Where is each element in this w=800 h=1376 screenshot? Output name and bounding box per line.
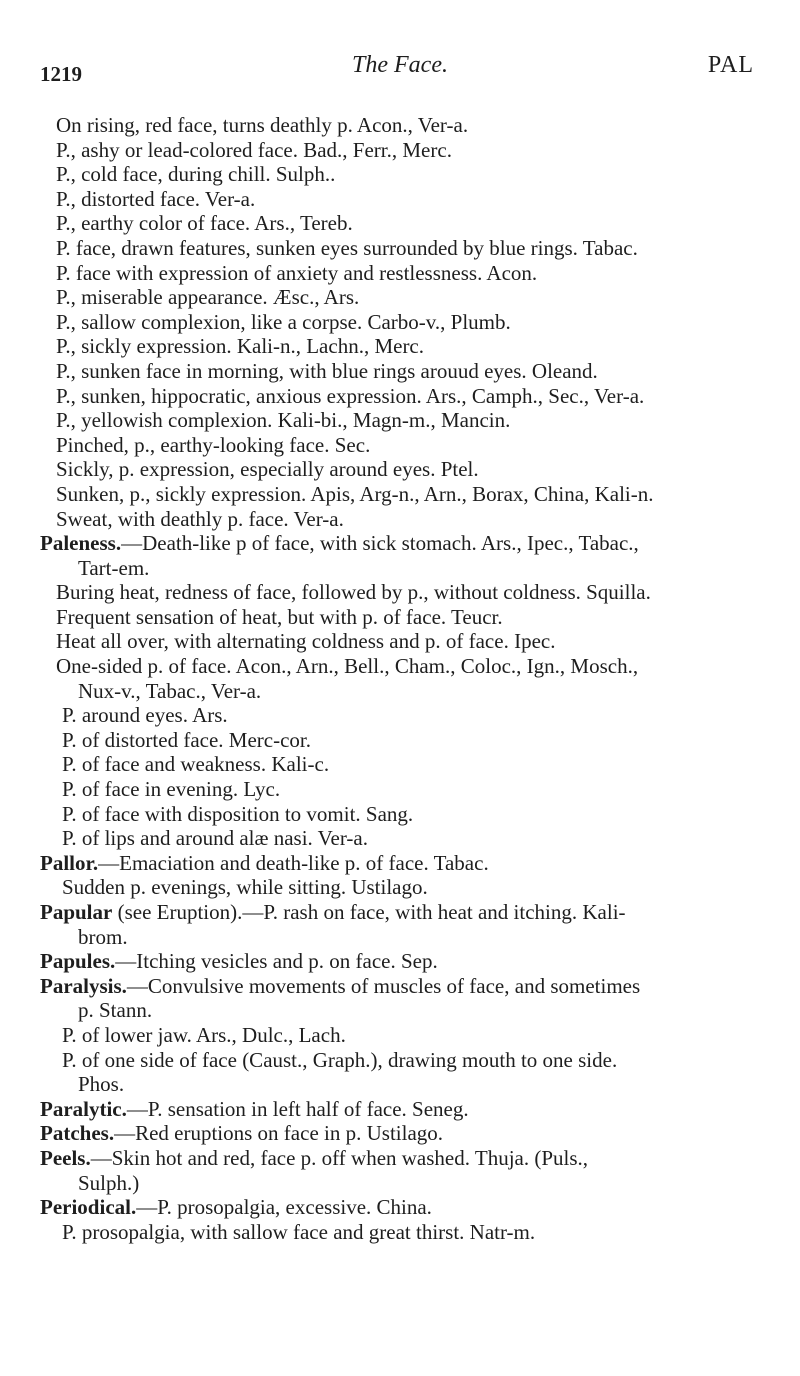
- text-line: [0, 138, 800, 163]
- line-text: —Death-like p of face, with sick stomach. Ars., Ipec., Tabac.,: [121, 531, 639, 556]
- line-text: P., yellowish complexion. Kali-bi., Magn-m., Mancin.: [56, 408, 511, 433]
- line-text: Sunken, p., sickly expression. Apis, Arg-n., Arn., Borax, China, Kali-n.: [56, 481, 654, 506]
- rubric-line: [0, 1195, 800, 1220]
- rubric-line: [0, 1146, 800, 1171]
- rubric-line: [0, 531, 800, 556]
- text-line: [0, 482, 800, 507]
- rubric-line: [0, 1097, 800, 1122]
- line-text: P. of distorted face. Merc-cor.: [62, 727, 311, 752]
- text-line: [0, 875, 800, 900]
- rubric-line: [0, 949, 800, 974]
- rubric-heading: Papules.: [40, 949, 116, 974]
- line-text: P., sickly expression. Kali-n., Lachn., Merc.: [56, 334, 425, 359]
- line-text: Frequent sensation of heat, but with p. of face. Teucr.: [56, 604, 503, 629]
- rubric-heading: Peels.: [40, 1145, 91, 1170]
- text-line: [0, 925, 800, 950]
- line-text: —Skin hot and red, face p. off when washed. Thuja. (Puls.,: [90, 1145, 589, 1170]
- text-line: [0, 507, 800, 532]
- text-line: [0, 629, 800, 654]
- text-line: [0, 162, 800, 187]
- line-text: Sickly, p. expression, especially around eyes. Ptel.: [56, 457, 479, 482]
- rubric-line: [0, 974, 800, 999]
- rubric-line: [0, 900, 800, 925]
- line-text: brom.: [78, 924, 128, 949]
- text-line: [0, 285, 800, 310]
- text-line: [0, 1072, 800, 1097]
- line-text: —Convulsive movements of muscles of face, and sometimes: [126, 973, 641, 998]
- text-line: [0, 580, 800, 605]
- text-line: [0, 654, 800, 679]
- line-text: P. face with expression of anxiety and restlessness. Acon.: [56, 260, 538, 285]
- text-line: [0, 433, 800, 458]
- text-line: [0, 703, 800, 728]
- rubric-heading: Patches.: [40, 1121, 115, 1146]
- text-line: [0, 802, 800, 827]
- text-line: [0, 359, 800, 384]
- rubric-heading: Pallor.: [40, 850, 99, 875]
- text-line: [0, 261, 800, 286]
- rubric-heading: Paleness.: [40, 531, 122, 556]
- line-text: —Red eruptions on face in p. Ustilago.: [114, 1121, 444, 1146]
- rubric-heading: Paralysis.: [40, 973, 127, 998]
- text-body: [0, 113, 800, 1244]
- line-text: —Emaciation and death-like p. of face. Tabac.: [98, 850, 489, 875]
- line-text: Nux-v., Tabac., Ver-a.: [78, 678, 262, 703]
- line-text: Buring heat, redness of face, followed by p., without coldness. Squilla.: [56, 580, 651, 605]
- text-line: [0, 556, 800, 581]
- text-line: [0, 334, 800, 359]
- line-text: P. of lips and around alæ nasi. Ver-a.: [62, 826, 368, 851]
- line-text: (see Eruption).—P. rash on face, with heat and itching. Kali-: [112, 900, 626, 924]
- text-line: [0, 113, 800, 138]
- text-line: [0, 728, 800, 753]
- text-line: [0, 457, 800, 482]
- line-text: P. prosopalgia, with sallow face and great thirst. Natr-m.: [62, 1219, 536, 1244]
- rubric-heading: Periodical.: [40, 1195, 137, 1220]
- line-text: P. of lower jaw. Ars., Dulc., Lach.: [62, 1022, 346, 1047]
- line-text: —P. prosopalgia, excessive. China.: [136, 1195, 432, 1220]
- line-text: P., sunken face in morning, with blue rings arouud eyes. Oleand.: [56, 358, 598, 383]
- page-header: [40, 52, 760, 92]
- line-text: P., sunken, hippocratic, anxious expression. Ars., Camph., Sec., Ver-a.: [56, 383, 645, 408]
- text-line: [0, 211, 800, 236]
- line-text: P., earthy color of face. Ars., Tereb.: [56, 211, 353, 236]
- text-line: [0, 187, 800, 212]
- line-text: Sweat, with deathly p. face. Ver-a.: [56, 506, 344, 531]
- text-line: [0, 826, 800, 851]
- line-text: On rising, red face, turns deathly p. Acon., Ver-a.: [56, 113, 469, 137]
- line-text: Sulph.): [78, 1170, 140, 1195]
- line-text: Phos.: [78, 1072, 125, 1097]
- line-text: P., miserable appearance. Æsc., Ars.: [56, 285, 360, 310]
- line-text: P., ashy or lead-colored face. Bad., Ferr., Merc.: [56, 137, 452, 162]
- text-line: [0, 998, 800, 1023]
- text-line: [0, 777, 800, 802]
- text-line: [0, 1220, 800, 1245]
- line-text: P., distorted face. Ver-a.: [56, 186, 256, 211]
- line-text: —P. sensation in left half of face. Seneg.: [126, 1096, 469, 1121]
- running-title: The Face.: [352, 52, 448, 78]
- section-mark: PAL: [707, 52, 754, 78]
- text-line: [0, 1023, 800, 1048]
- line-text: P. of face with disposition to vomit. Sang.: [62, 801, 414, 826]
- rubric-line: [0, 1121, 800, 1146]
- text-line: [0, 605, 800, 630]
- line-text: P. face, drawn features, sunken eyes surrounded by blue rings. Tabac.: [56, 235, 638, 260]
- line-text: P. of one side of face (Caust., Graph.), drawing mouth to one side.: [62, 1047, 618, 1072]
- rubric-heading: Papular: [40, 900, 113, 924]
- line-text: Pinched, p., earthy-looking face. Sec.: [56, 432, 371, 457]
- line-text: Sudden p. evenings, while sitting. Ustilago.: [62, 875, 428, 900]
- page-number: 1219: [40, 62, 82, 86]
- text-line: [0, 236, 800, 261]
- text-line: [0, 310, 800, 335]
- text-line: [0, 384, 800, 409]
- line-text: P. of face and weakness. Kali-c.: [62, 752, 330, 777]
- rubric-heading: Paralytic.: [40, 1096, 127, 1121]
- text-line: [0, 752, 800, 777]
- line-text: P., sallow complexion, like a corpse. Carbo-v., Plumb.: [56, 309, 511, 334]
- text-line: [0, 1171, 800, 1196]
- rubric-line: [0, 851, 800, 876]
- line-text: —Itching vesicles and p. on face. Sep.: [115, 949, 438, 974]
- line-text: P., cold face, during chill. Sulph..: [56, 162, 336, 187]
- text-line: [0, 679, 800, 704]
- line-text: Tart-em.: [78, 555, 150, 580]
- text-line: [0, 1048, 800, 1073]
- text-line: [0, 408, 800, 433]
- line-text: Heat all over, with alternating coldness and p. of face. Ipec.: [56, 629, 556, 654]
- line-text: P. around eyes. Ars.: [62, 703, 228, 728]
- line-text: One-sided p. of face. Acon., Arn., Bell., Cham., Coloc., Ign., Mosch.,: [56, 654, 639, 679]
- line-text: P. of face in evening. Lyc.: [62, 777, 281, 802]
- line-text: p. Stann.: [78, 998, 153, 1023]
